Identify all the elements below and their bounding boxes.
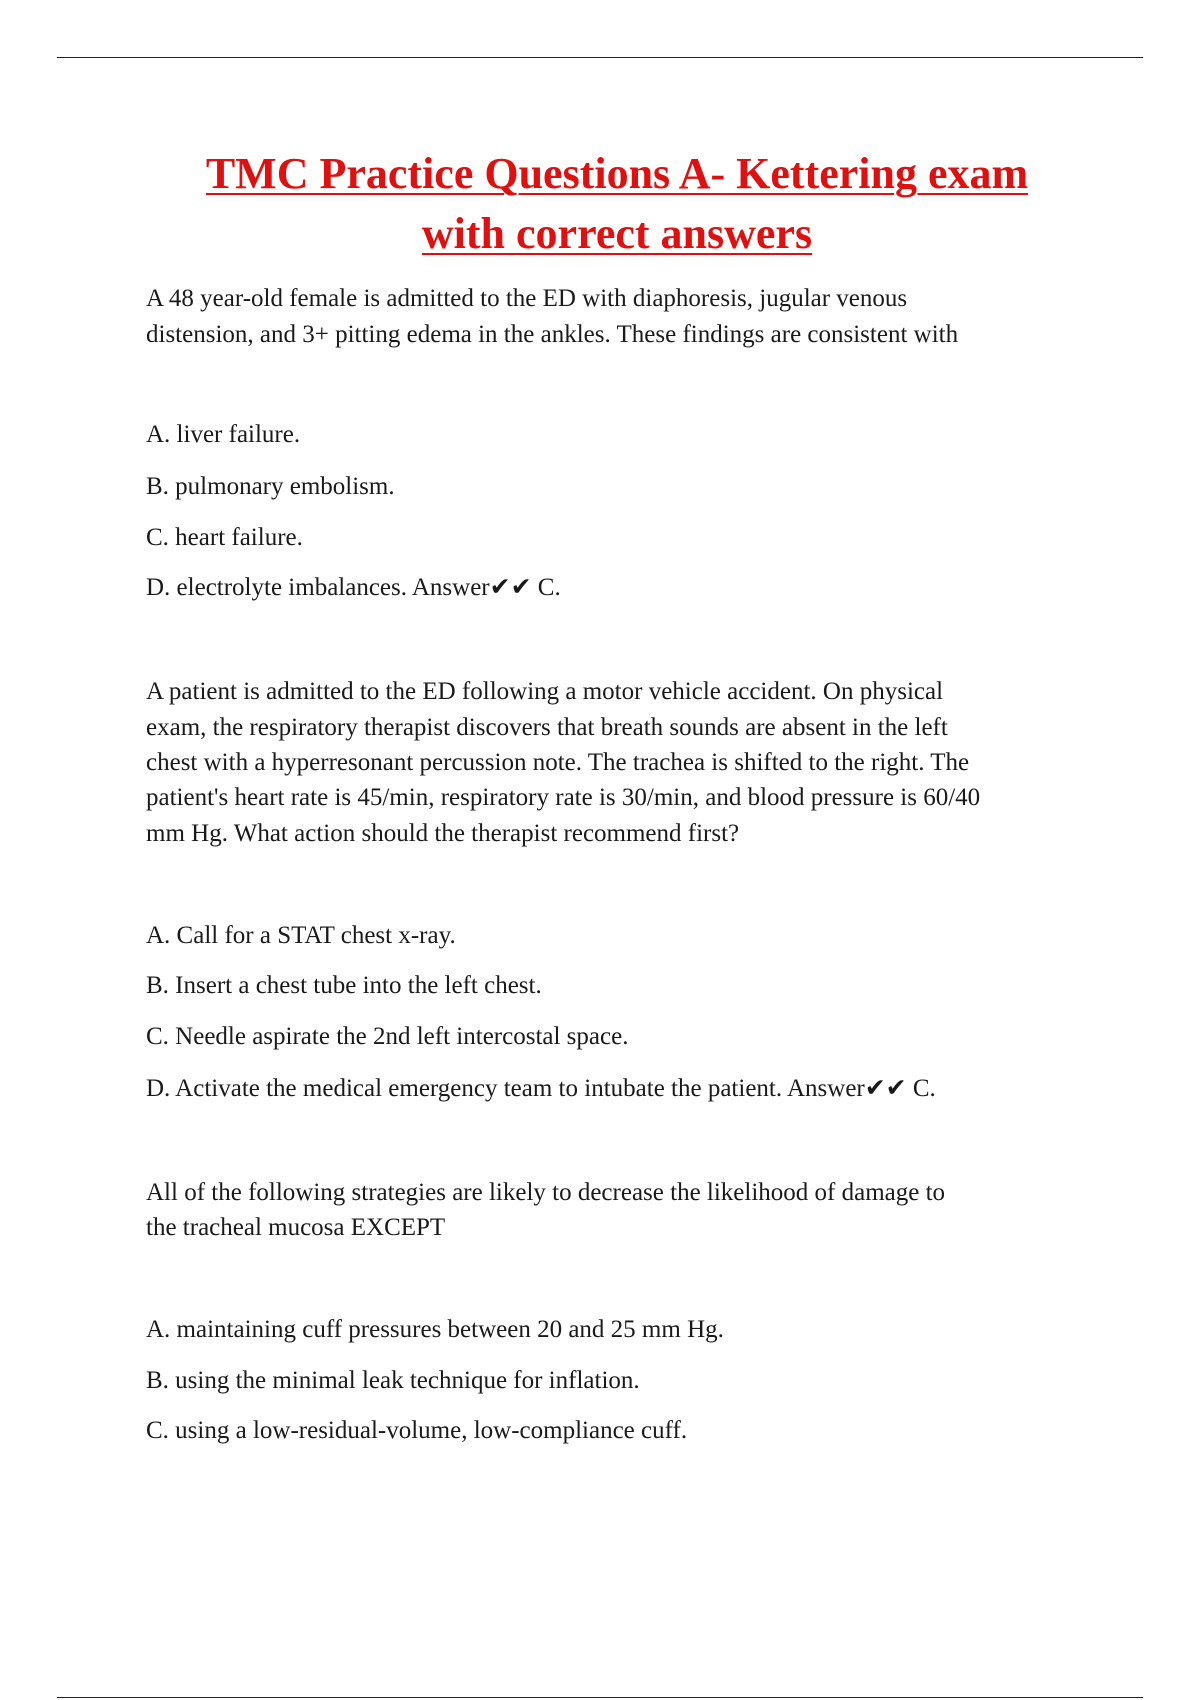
question-2-stem-line-1: A patient is admitted to the ED following a motor vehicle accident. On physical bbox=[146, 678, 944, 705]
question-3-stem-line-2: the tracheal mucosa EXCEPT bbox=[146, 1214, 446, 1241]
question-2-option-c: C. Needle aspirate the 2nd left intercostal space. bbox=[146, 1023, 629, 1050]
question-2-stem-line-3: chest with a hyperresonant percussion note. The trachea is shifted to the right. The bbox=[146, 749, 970, 776]
question-2-option-d: D. Activate the medical emergency team to intubate the patient. Answer✔✔ C. bbox=[146, 1075, 936, 1102]
question-2-option-a: A. Call for a STAT chest x-ray. bbox=[146, 922, 456, 949]
question-1-stem-line-2: distension, and 3+ pitting edema in the ankles. These findings are consistent with bbox=[146, 321, 959, 348]
question-1-stem-line-1: A 48 year-old female is admitted to the ED with diaphoresis, jugular venous bbox=[146, 285, 908, 312]
top-rule bbox=[57, 57, 1143, 58]
question-1-option-a: A. liver failure. bbox=[146, 421, 301, 448]
bottom-rule bbox=[57, 1697, 1143, 1698]
question-1-option-b: B. pulmonary embolism. bbox=[146, 473, 395, 500]
question-3-option-c: C. using a low-residual-volume, low-compliance cuff. bbox=[146, 1417, 688, 1444]
title-line-1: TMC Practice Questions A- Kettering exam bbox=[205, 149, 1029, 198]
question-3-option-a: A. maintaining cuff pressures between 20 and 25 mm Hg. bbox=[146, 1316, 724, 1343]
question-3-stem-line-1: All of the following strategies are likely to decrease the likelihood of damage to bbox=[146, 1179, 946, 1206]
question-2-stem-line-5: mm Hg. What action should the therapist recommend first? bbox=[146, 820, 740, 847]
question-2-stem-line-4: patient's heart rate is 45/min, respiratory rate is 30/min, and blood pressure is 60/40 bbox=[146, 784, 981, 811]
question-2-option-b: B. Insert a chest tube into the left chest. bbox=[146, 972, 542, 999]
page-title bbox=[100, 144, 1134, 264]
question-2-stem-line-2: exam, the respiratory therapist discovers that breath sounds are absent in the left bbox=[146, 714, 948, 741]
question-3-option-b: B. using the minimal leak technique for inflation. bbox=[146, 1367, 640, 1394]
title-line-2: with correct answers bbox=[421, 209, 813, 258]
question-1-option-d: D. electrolyte imbalances. Answer✔✔ C. bbox=[146, 574, 561, 601]
question-1-option-c: C. heart failure. bbox=[146, 524, 303, 551]
